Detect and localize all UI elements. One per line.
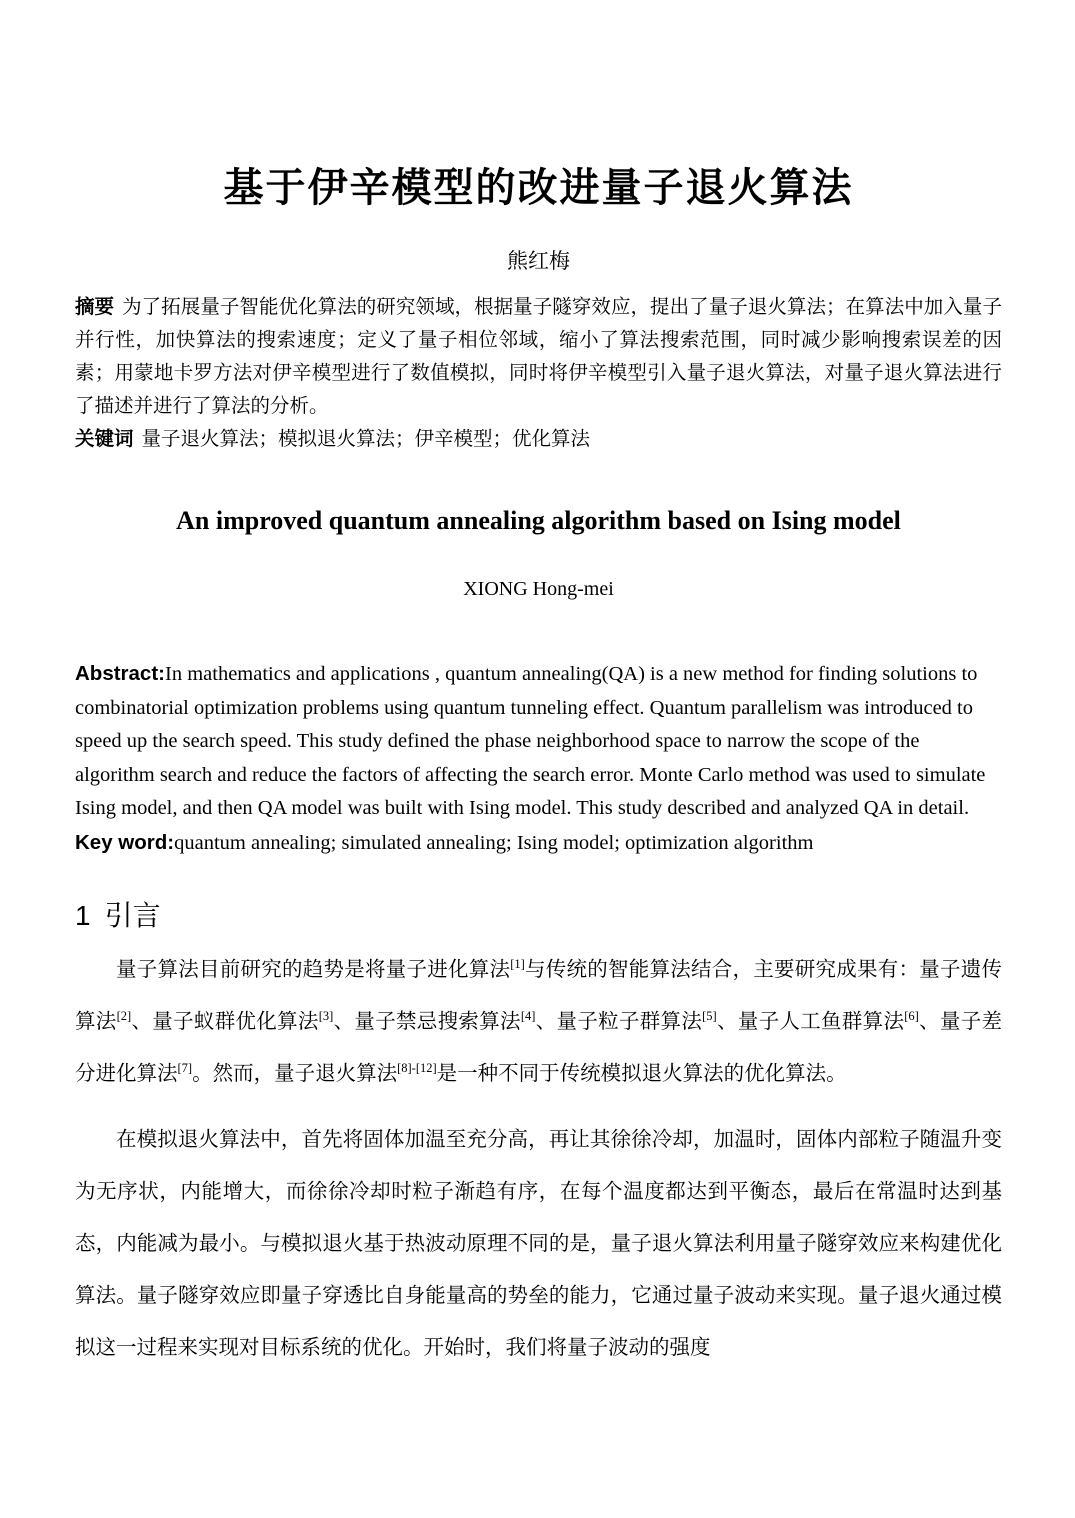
citation-reference: [6]: [904, 1009, 919, 1024]
citation-reference: [2]: [116, 1009, 132, 1024]
citation-reference: [3]: [318, 1009, 334, 1024]
paper-title-en: An improved quantum annealing algorithm based on Ising model: [176, 506, 901, 535]
citation-reference: [7]: [177, 1061, 193, 1076]
keywords-en-label: Key word:: [75, 830, 175, 854]
keywords-zh: [75, 423, 1002, 456]
citation-reference: [8]-[12]: [397, 1061, 437, 1076]
citation-reference: [1]: [510, 957, 525, 972]
citation-reference: [5]: [702, 1009, 717, 1024]
keywords-zh-label: 关键词: [75, 428, 134, 450]
citation-reference: [4]: [520, 1009, 536, 1024]
keywords-en-text: quantum annealing; simulated annealing; Ising model; optimization algorithm: [174, 831, 814, 854]
keywords-en: [75, 826, 1002, 861]
abstract-en-label: Abstract:: [75, 662, 165, 685]
section-1-number: 1: [75, 900, 91, 931]
abstract-en: [75, 657, 1002, 826]
abstract-zh-text: 为了拓展量子智能优化算法的研究领域，根据量子隧穿效应，提出了量子退火算法；在算法中加入量子并行性，加快算法的搜索速度；定义了量子相位邻域，缩小了算法搜索范围，同时减少影响搜索误差的因素；用蒙地卡罗方法对伊辛模型进行了数值模拟，同时将伊辛模型引入量子退火算法，对量子退火算法进行了描述并进行了算法的分析。: [75, 297, 1002, 417]
section-1-heading: [75, 894, 1002, 934]
abstract-zh: [75, 291, 1002, 423]
abstract-en-text: In mathematics and applications , quantum annealing(QA) is a new method for finding solutions to combinatorial optimization problems using quantum tunneling effect. Quantum parallelism was introduced to speed up the search speed. This study defined the phase neighborhood space to narrow the scope of the algorithm search and reduce the factors of affecting the search error. Monte Carlo method was used to simulate Ising model, and then QA model was built with Ising model. This study described and analyzed QA in detail.: [75, 663, 986, 819]
paper-author-zh: 熊红梅: [507, 249, 570, 273]
section-1-paragraph-2: 在模拟退火算法中，首先将固体加温至充分高，再让其徐徐冷却，加温时，固体内部粒子随温升变为无序状，内能增大，而徐徐冷却时粒子渐趋有序，在每个温度都达到平衡态，最后在常温时达到基态，内能减为最小。与模拟退火基于热波动原理不同的是，量子退火算法利用量子隧穿效应来构建优化算法。量子隧穿效应即量子穿透比自身能量高的势垒的能力，它通过量子波动来实现。量子退火通过模拟这一过程来实现对目标系统的优化。开始时，我们将量子波动的强度: [75, 1129, 1002, 1359]
paper-title-zh: 基于伊辛模型的改进量子退火算法: [223, 166, 854, 210]
section-1-paragraph-1: 量子算法目前研究的趋势是将量子进化算法[1]与传统的智能算法结合，主要研究成果有：量子遗传算法[2]、量子蚁群优化算法[3]、量子禁忌搜索算法[4]、量子粒子群算法[5]、量子人工鱼群算法[6]、量子差分进化算法[7]。然而，量子退火算法[8]-[12]是一种不同于传统模拟退火算法的优化算法。: [75, 957, 1003, 1085]
paper-author-en: XIONG Hong-mei: [463, 578, 614, 600]
abstract-zh-label: 摘要: [75, 296, 115, 318]
section-1-title: 引言: [104, 900, 161, 931]
keywords-zh-text: 量子退火算法；模拟退火算法；伊辛模型；优化算法: [141, 429, 591, 450]
